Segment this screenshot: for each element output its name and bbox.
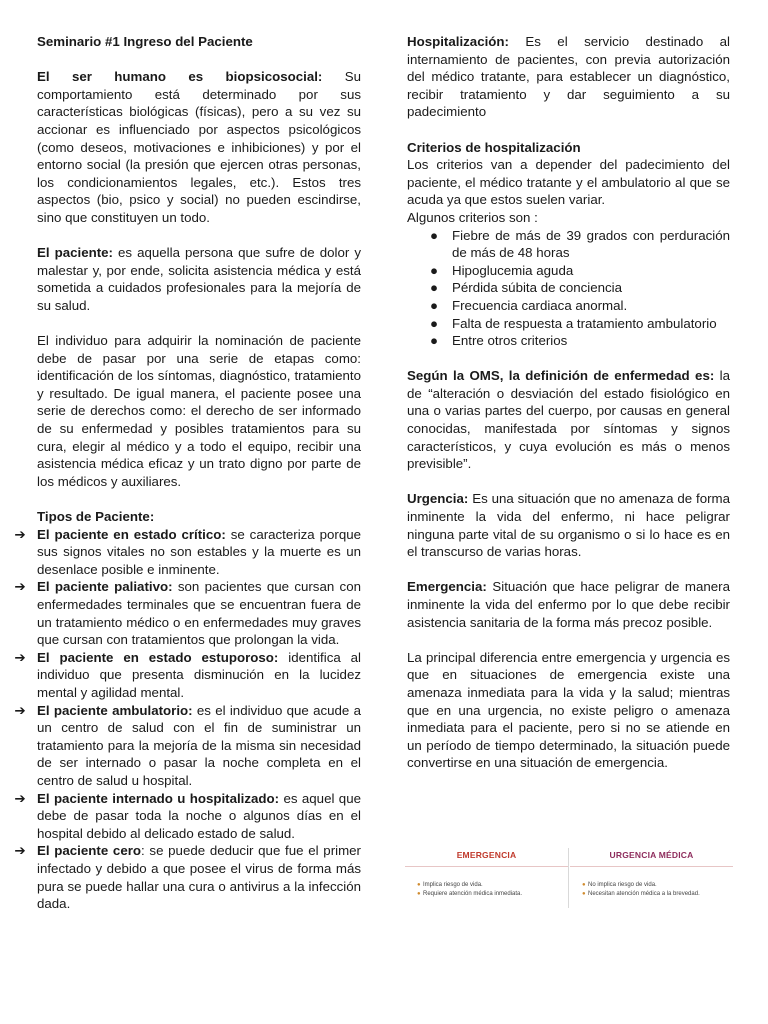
type-text: identifica al individuo que presenta disminución en la lucidez mental y agilidad mental. <box>37 649 362 700</box>
type-label: El paciente cero <box>37 843 142 859</box>
list-item <box>14 526 362 579</box>
bullet-icon: ● <box>417 882 421 888</box>
list-item <box>430 262 730 280</box>
list-item <box>14 578 361 648</box>
type-text: son pacientes que cursan con enfermedades terminales que se encuentran fuera de un tratamiento médico o en enfermedades muy graves que cursan con tratamientos que prolongan la vida. <box>37 579 361 648</box>
criterion-text: Entre otros criterios <box>452 333 568 349</box>
bullet-icon: ● <box>430 262 439 278</box>
urgency-column <box>570 844 733 912</box>
criteria-lead: Algunos criterios son : <box>407 209 538 225</box>
list-item <box>430 297 730 315</box>
type-text: : se puede deducir que fue el primer infectado y debido a que posee el virus de forma más pura se puede hallar una cura o antivirus a la infección dada. <box>37 843 361 912</box>
criterion-text: Falta de respuesta a tratamiento ambulatorio <box>452 315 717 331</box>
paragraph-paciente <box>37 244 361 314</box>
type-label: El paciente en estado estuporoso: <box>37 649 279 665</box>
criterion-text: Frecuencia cardiaca anormal. <box>452 297 628 313</box>
list-item <box>430 227 730 262</box>
list-item <box>430 315 730 333</box>
bullet-icon: ● <box>582 882 586 888</box>
type-text: se caracteriza porque sus signos vitales no son estables y la muerte es un desenlace posible e inminente. <box>37 526 362 577</box>
paragraph-urgencia <box>407 490 730 560</box>
term-emergencia: Emergencia: <box>407 579 487 595</box>
item-text: Necesitan atención médica a la brevedad. <box>588 891 700 897</box>
arrow-icon: ➔ <box>14 790 26 806</box>
term-urgencia: Urgencia: <box>407 491 469 507</box>
emergency-heading: EMERGENCIA <box>405 844 568 867</box>
definition-oms: la de “alteración o desviación del estado fisiológico en una o varias partes del cuerpo, por causas en general conocidas, manifestada por síntomas y signos característicos, y cuya evolución es más o menos previsible”. <box>407 368 730 472</box>
paragraph-oms <box>407 367 730 473</box>
arrow-icon: ➔ <box>14 526 26 542</box>
item-text: Implica riesgo de vida. <box>423 882 483 888</box>
patient-types-list <box>14 526 362 913</box>
type-text: es aquel que debe de pasar toda la noche o algunos días en el hospital debido al delicado estado de salud. <box>37 790 361 841</box>
list-item <box>417 881 568 890</box>
list-item <box>582 890 733 899</box>
criterion-text: Fiebre de más de 39 grados con perduración de más de 48 horas <box>452 227 730 261</box>
type-label: El paciente paliativo: <box>37 579 173 595</box>
criteria-heading: Criterios de hospitalización <box>407 139 581 155</box>
criteria-list <box>407 227 730 350</box>
paragraph-emergencia <box>407 578 730 631</box>
type-label: El paciente internado u hospitalizado: <box>37 790 280 806</box>
right-column <box>407 33 730 772</box>
paragraph-hospitalizacion <box>407 33 730 121</box>
list-item <box>417 890 568 899</box>
definition-hospitalizacion: Es el servicio destinado al internamiento de pacientes, con previa autorización del médico tratante, para establecer un diagnóstico, recibir tratamiento y dar seguimiento a su padecimiento <box>407 34 730 120</box>
emergency-column <box>405 844 568 912</box>
divider <box>568 848 569 908</box>
type-label: El paciente en estado crítico: <box>37 526 226 542</box>
definition-emergencia: Situación que hace peligrar de manera inminente la vida del enfermo por lo que debe recibir asistencia sanitaria de la forma más precoz posible. <box>407 579 730 630</box>
item-text: Requiere atención médica inmediata. <box>423 891 523 897</box>
item-text: No implica riesgo de vida. <box>588 882 657 888</box>
urgency-items <box>570 867 733 899</box>
term-biopsicosocial: El ser humano es biopsicosocial: <box>37 69 323 85</box>
definition-biopsicosocial: Su comportamiento está determinado por sus características biológicas (físicas), pero a su vez su accionar es influenciado por aspectos psicológicos (como deseos, motivaciones e inhibiciones) y por el entorno social (la presión que ejercen otras personas, los condicionamientos legales, etc.). Estos tres aspectos (bio, psico y social) no pueden escindirse, sino que constituyen un todo. <box>37 69 361 225</box>
bullet-icon: ● <box>430 333 439 349</box>
bullet-icon: ● <box>430 297 439 313</box>
criterion-text: Pérdida súbita de conciencia <box>452 280 623 296</box>
types-heading: Tipos de Paciente: <box>37 509 155 525</box>
bullet-icon: ● <box>430 280 439 296</box>
definition-urgencia: Es una situación que no amenaza de forma inminente la vida del enfermo, ni hace peligrar ninguna parte vital de su organismo o si lo hace es en el transcurso de varias horas. <box>407 491 730 560</box>
paragraph-diferencia: La principal diferencia entre emergencia y urgencia es que en situaciones de emergencia existe una amenaza inmediata para la vida y la salud; mientras que en una urgencia, no existe peligro o amenaza inmediata para el paciente, pero si no se atiende en un período de tiempo determinado, la situación puede convertirse en una situación de emergencia. <box>407 649 730 771</box>
type-label: El paciente ambulatorio: <box>37 702 193 718</box>
term-oms: Según la OMS, la definición de enfermedad es: <box>407 368 715 384</box>
arrow-icon: ➔ <box>14 843 26 859</box>
left-column <box>14 33 362 913</box>
type-text: es el individuo que acude a un centro de salud con el fin de suministrar un tratamiento para la mejoría de la misma sin necesidad de ser internado o pasar la noche completa en el centro de salud u hospital. <box>37 702 362 788</box>
list-item <box>430 332 730 350</box>
list-item <box>14 649 362 702</box>
document-title: Seminario #1 Ingreso del Paciente <box>37 34 253 49</box>
list-item <box>14 702 362 790</box>
list-item <box>14 842 361 912</box>
bullet-icon: ● <box>417 891 421 897</box>
paragraph-nominacion: El individuo para adquirir la nominación de paciente debe de pasar por una serie de etapas como: identificación de los síntomas, diagnóstico, tratamiento y resultado. De igual manera, el paciente posee una serie de derechos como: el derecho de ser informado de su enfermedad y posibles tratamientos para su cura, elegir al médico y a todo el equipo, recibir una asistencia médica eficaz y un trato digno por parte de los médicos y auxiliares. <box>37 333 361 489</box>
arrow-icon: ➔ <box>14 579 26 595</box>
definition-paciente: es aquella persona que sufre de dolor y malestar y, por ende, solicita asistencia médica y está sometida a cuidados profesionales para la mejoría de su salud. <box>37 245 361 313</box>
list-item <box>430 279 730 297</box>
bullet-icon: ● <box>430 315 439 331</box>
criteria-intro: Los criterios van a depender del padecimiento del paciente, el médico tratante y el ambulatorio al que se acuda ya que estos suelen variar. <box>407 157 730 208</box>
arrow-icon: ➔ <box>14 702 26 718</box>
list-item <box>582 881 733 890</box>
emergency-items <box>405 867 568 899</box>
criterion-text: Hipoglucemia aguda <box>452 262 574 278</box>
list-item <box>14 790 361 843</box>
comparison-graphic <box>405 844 733 912</box>
paragraph-biopsicosocial <box>37 68 361 226</box>
bullet-icon: ● <box>430 227 439 243</box>
arrow-icon: ➔ <box>14 649 26 665</box>
bullet-icon: ● <box>582 891 586 897</box>
urgency-heading: URGENCIA MÉDICA <box>570 844 733 867</box>
term-hospitalizacion: Hospitalización: <box>407 34 509 49</box>
term-paciente: El paciente: <box>37 245 113 261</box>
